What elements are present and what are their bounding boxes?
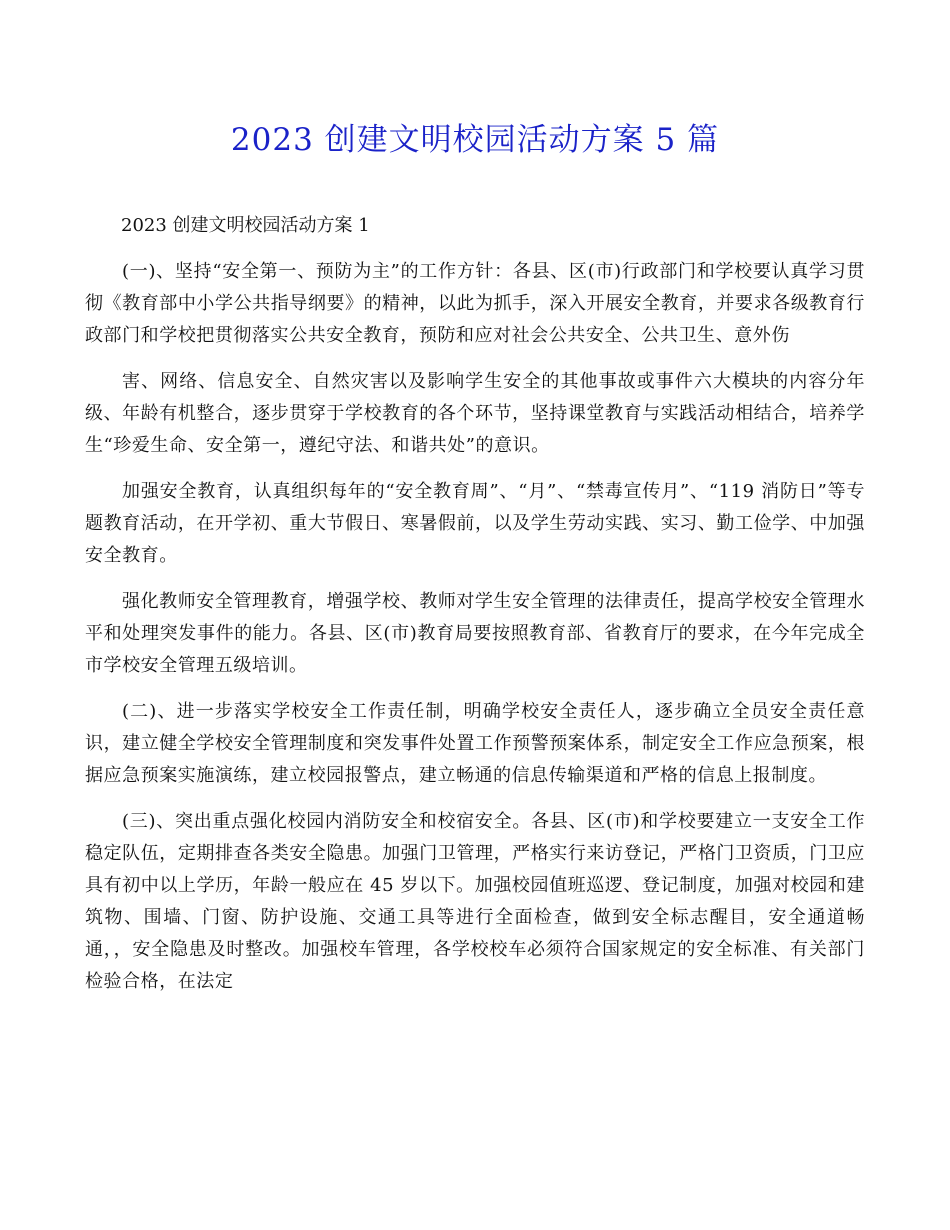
- paragraph-2: 害、网络、信息安全、自然灾害以及影响学生安全的其他事故或事件六大模块的内容分年级、年龄有机整合，逐步贯穿于学校教育的各个环节，坚持课堂教育与实践活动相结合，培养学生“珍爱生命、安全第一，遵纪守法、和谐共处”的意识。: [85, 371, 865, 456]
- document-title: 2023 创建文明校园活动方案 5 篇: [230, 122, 720, 158]
- paragraph-3: 加强安全教育，认真组织每年的“安全教育周”、“月”、“禁毒宣传月”、“119 消防日”等专题教育活动，在开学初、重大节假日、寒暑假前，以及学生劳动实践、实习、勤工俭学、中加强安全教育。: [85, 481, 865, 566]
- paragraph-4: 强化教师安全管理教育，增强学校、教师对学生安全管理的法律责任，提高学校安全管理水平和处理突发事件的能力。各县、区(市)教育局要按照教育部、省教育厅的要求，在今年完成全市学校安全管理五级培训。: [85, 591, 865, 676]
- section-subtitle: 2023 创建文明校园活动方案 1: [121, 215, 370, 236]
- paragraph-6: (三)、突出重点强化校园内消防安全和校宿安全。各县、区(市)和学校要建立一支安全工作稳定队伍，定期排查各类安全隐患。加强门卫管理，严格实行来访登记，严格门卫资质，门卫应具有初中以上学历，年龄一般应在 45 岁以下。加强校园值班巡逻、登记制度，加强对校园和建筑物、围墙、门窗、防护设施、交通工具等进行全面检查，做到安全标志醒目，安全通道畅通，，安全隐患及时整改。加强校车管理，各学校校车必须符合国家规定的安全标准、有关部门检验合格，在法定: [85, 811, 865, 992]
- paragraph-1: (一)、坚持“安全第一、预防为主”的工作方针：各县、区(市)行政部门和学校要认真学习贯彻《教育部中小学公共指导纲要》的精神，以此为抓手，深入开展安全教育，并要求各级教育行政部门和学校把贯彻落实公共安全教育，预防和应对社会公共安全、公共卫生、意外伤: [85, 261, 865, 346]
- paragraph-5: (二)、进一步落实学校安全工作责任制，明确学校安全责任人，逐步确立全员安全责任意识，建立健全学校安全管理制度和突发事件处置工作预警预案体系，制定安全工作应急预案，根据应急预案实施演练，建立校园报警点，建立畅通的信息传输渠道和严格的信息上报制度。: [85, 701, 865, 786]
- document-body: [85, 210, 865, 1012]
